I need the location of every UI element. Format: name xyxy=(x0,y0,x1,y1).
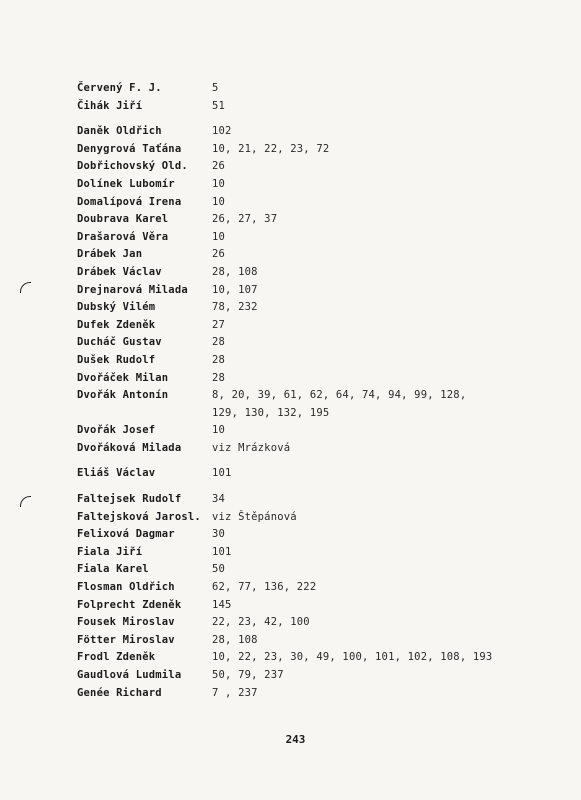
entry-name: Drašarová Věra xyxy=(77,230,169,243)
entry-pages: 7 , 237 xyxy=(212,686,258,699)
index-entry xyxy=(77,194,547,212)
entry-pages: 26 xyxy=(212,248,226,261)
entry-pages: viz Mrázková xyxy=(212,441,291,454)
entry-name: Dvořáková Milada xyxy=(77,441,182,454)
entry-pages: 5 xyxy=(212,82,219,94)
entry-pages: 62, 77, 136, 222 xyxy=(212,581,317,594)
entry-name: Fiala Karel xyxy=(77,563,149,576)
entry-name: Fiala Jiří xyxy=(77,545,143,558)
index-entry xyxy=(77,123,547,141)
entry-name: Ducháč Gustav xyxy=(77,336,162,349)
entry-name: Denygrová Taťána xyxy=(77,142,182,155)
index-entry xyxy=(77,334,547,352)
entry-name: Dobřichovský Old. xyxy=(77,160,188,173)
index-entry xyxy=(77,465,547,483)
entry-name: Dvořák Antonín xyxy=(77,389,169,402)
index-entry xyxy=(77,526,547,544)
entry-name: Dušek Rudolf xyxy=(77,353,156,366)
entry-pages: 101 xyxy=(212,467,232,480)
index-entry xyxy=(77,352,547,370)
entry-pages: 10 xyxy=(212,177,226,190)
index-entry xyxy=(77,685,547,703)
index-entry xyxy=(77,422,547,440)
index-entry xyxy=(77,597,547,615)
entry-pages: 50 xyxy=(212,563,226,576)
index-entry xyxy=(77,667,547,685)
index-entry xyxy=(77,176,547,194)
entry-pages: 8, 20, 39, 61, 62, 64, 74, 94, 99, 128, 129, 130, 132, 195 xyxy=(212,389,467,419)
index-entry xyxy=(77,264,547,282)
entry-pages: 22, 23, 42, 100 xyxy=(212,616,310,629)
index-entry xyxy=(77,299,547,317)
index-entry xyxy=(77,282,547,300)
entry-name: Gaudlová Ludmila xyxy=(77,669,182,681)
punch-hole-top xyxy=(20,282,31,293)
entry-pages: viz Štěpánová xyxy=(212,510,297,523)
entry-name: Dolínek Lubomír xyxy=(77,177,175,190)
entry-name: Frodl Zdeněk xyxy=(77,651,156,664)
index-entry xyxy=(77,491,547,509)
page-number: 243 xyxy=(285,733,306,746)
index-entry xyxy=(77,317,547,335)
entry-name: Čihák Jiří xyxy=(77,99,143,112)
entry-pages: 102 xyxy=(212,125,232,138)
index-entry xyxy=(77,229,547,247)
entry-name: Flosman Oldřich xyxy=(77,581,175,594)
index-entry xyxy=(77,509,547,527)
entry-pages: 10 xyxy=(212,195,226,208)
entry-name: Genée Richard xyxy=(77,686,162,699)
index-entry xyxy=(77,370,547,388)
entry-pages: 28 xyxy=(212,371,226,384)
index-entry xyxy=(77,649,547,667)
entry-name: Faltejsková Jarosl. xyxy=(77,510,201,523)
entry-pages: 28 xyxy=(212,336,226,349)
entry-pages: 28, 108 xyxy=(212,265,258,278)
entry-pages: 10 xyxy=(212,230,226,243)
name-index-list xyxy=(77,80,547,702)
index-entry xyxy=(77,561,547,579)
entry-pages: 50, 79, 237 xyxy=(212,669,284,681)
entry-pages: 51 xyxy=(212,99,226,112)
entry-name: Drábek Jan xyxy=(77,248,143,261)
entry-name: Fötter Miroslav xyxy=(77,633,175,646)
entry-name: Dvořák Josef xyxy=(77,424,156,437)
index-entry xyxy=(77,246,547,264)
index-entry xyxy=(77,98,547,116)
index-entry xyxy=(77,544,547,562)
entry-pages: 28 xyxy=(212,353,226,366)
entry-name: Dufek Zdeněk xyxy=(77,318,156,331)
entry-name: Drejnarová Milada xyxy=(77,283,188,296)
index-entry xyxy=(77,614,547,632)
entry-name: Folprecht Zdeněk xyxy=(77,598,182,611)
entry-name: Červený F. J. xyxy=(77,82,162,94)
entry-name: Dvořáček Milan xyxy=(77,371,169,384)
entry-pages: 101 xyxy=(212,545,232,558)
index-entry xyxy=(77,158,547,176)
index-entry xyxy=(77,579,547,597)
entry-pages: 10, 21, 22, 23, 72 xyxy=(212,142,330,155)
entry-name: Daněk Oldřich xyxy=(77,125,162,138)
entry-pages: 26, 27, 37 xyxy=(212,213,278,226)
entry-name: Dubský Vilém xyxy=(77,301,156,314)
entry-pages: 145 xyxy=(212,598,232,611)
index-entry xyxy=(77,440,547,458)
entry-pages: 10, 22, 23, 30, 49, 100, 101, 102, 108, 193 xyxy=(212,651,493,664)
entry-pages: 10 xyxy=(212,424,226,437)
entry-pages: 28, 108 xyxy=(212,633,258,646)
entry-pages: 30 xyxy=(212,528,226,541)
index-entry xyxy=(77,387,547,422)
index-entry xyxy=(77,211,547,229)
entry-name: Eliáš Václav xyxy=(77,467,156,480)
entry-name: Drábek Václav xyxy=(77,265,162,278)
entry-pages: 34 xyxy=(212,493,226,506)
index-entry xyxy=(77,80,547,98)
entry-name: Doubrava Karel xyxy=(77,213,169,226)
index-entry xyxy=(77,141,547,159)
entry-name: Faltejsek Rudolf xyxy=(77,493,182,506)
entry-name: Domalípová Irena xyxy=(77,195,182,208)
entry-pages: 27 xyxy=(212,318,226,331)
index-entry xyxy=(77,632,547,650)
entry-pages: 10, 107 xyxy=(212,283,258,296)
entry-name: Fousek Miroslav xyxy=(77,616,175,629)
entry-name: Felixová Dagmar xyxy=(77,528,175,541)
entry-pages: 26 xyxy=(212,160,226,173)
punch-hole-bottom xyxy=(20,496,31,507)
entry-pages: 78, 232 xyxy=(212,301,258,314)
